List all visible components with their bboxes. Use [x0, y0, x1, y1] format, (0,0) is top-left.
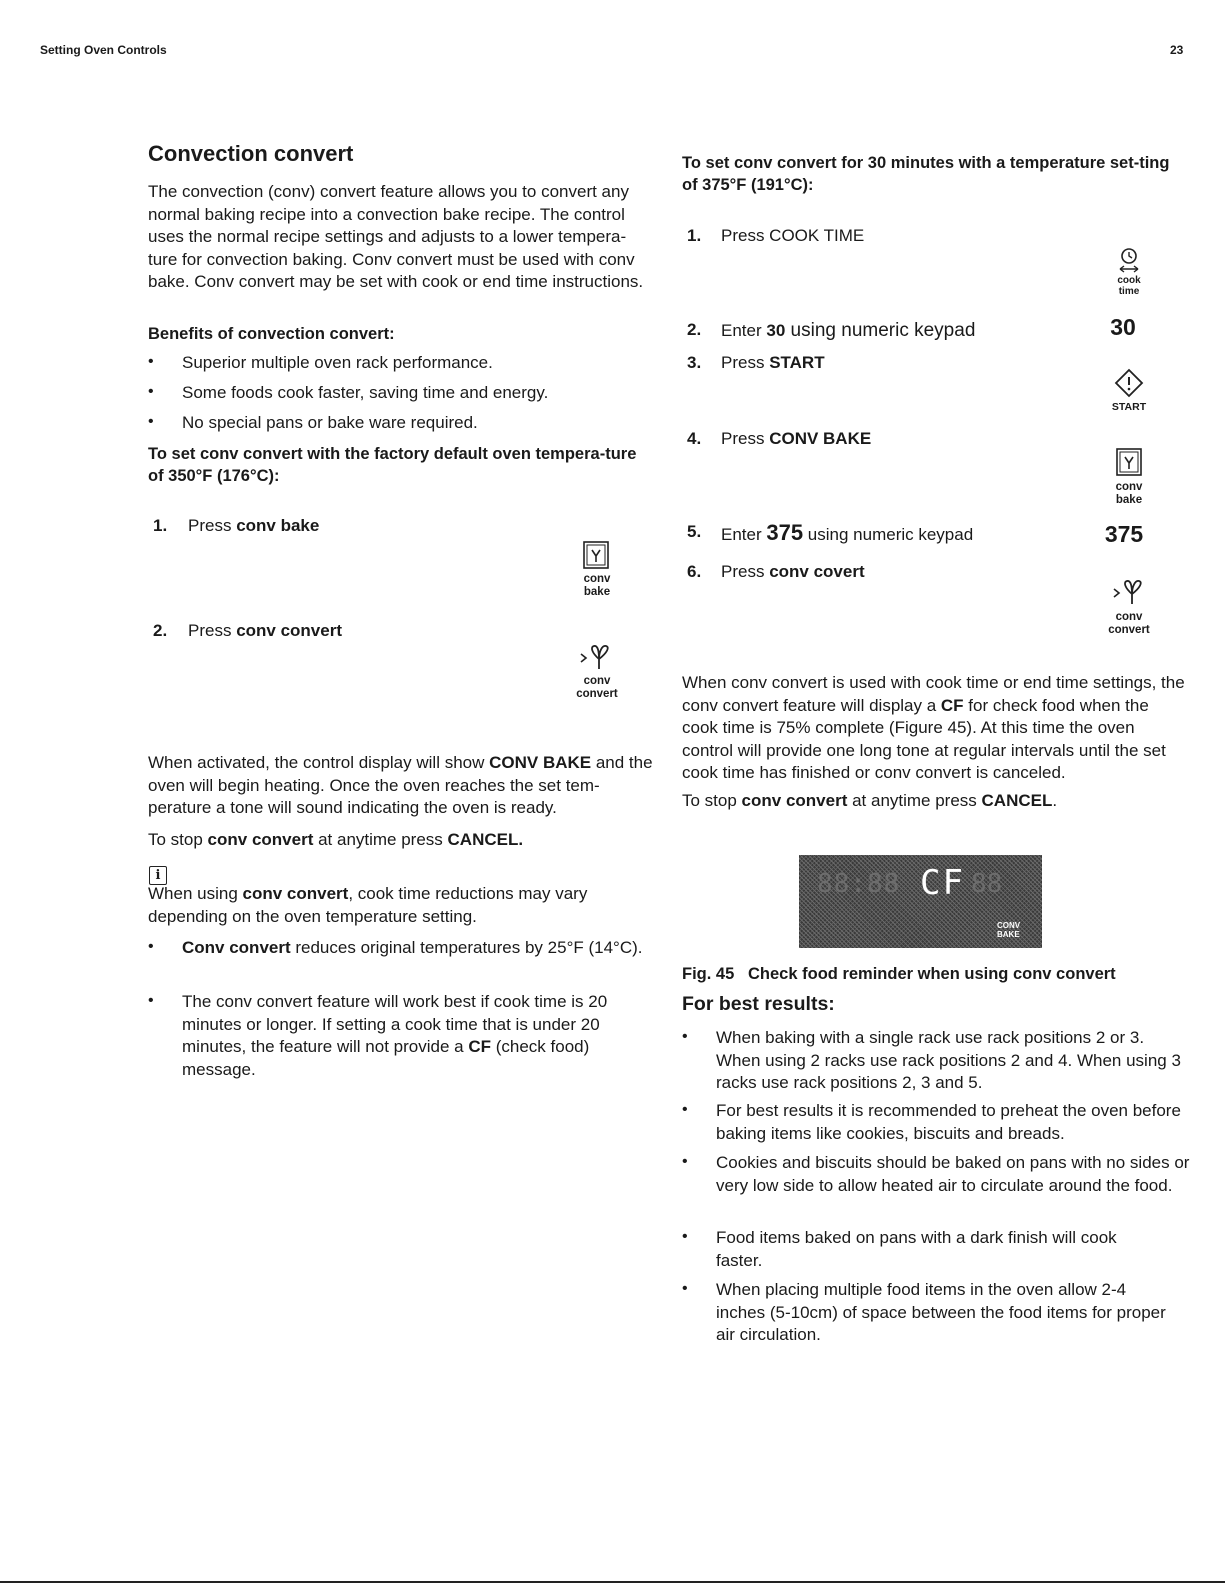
- best-results-item: When baking with a single rack use rack positions 2 or 3. When using 2 racks use rack positions 2 and 4. When using 3 racks use rack positions 2, 3 and 5.: [716, 1028, 1181, 1092]
- step-number: 1.: [153, 516, 168, 535]
- conv-convert-icon-label: conv convert: [1108, 611, 1150, 636]
- right-heading: To set conv convert for 30 minutes with a temperature set-ting of 375°F (191°C):: [682, 154, 1170, 194]
- step-number: 4.: [687, 429, 702, 448]
- step-number: 5.: [687, 522, 702, 541]
- benefit-item: Some foods cook faster, saving time and energy.: [182, 383, 549, 402]
- oven-display-figure: [799, 855, 1042, 948]
- display-mode-label: CONV BAKE: [997, 921, 1021, 939]
- value-30: 30: [1110, 314, 1136, 340]
- intro-paragraph: The convection (conv) convert feature allows you to convert any normal baking recipe into a convection bake recipe. The control uses the normal recipe settings and adjusts to a lower tempera-ture for convection baking. Conv convert must be used with conv bake. Conv convert may be set with cook or end time instructions.: [148, 182, 644, 291]
- step-text: Enter 30 using numeric keypad: [721, 320, 976, 341]
- value-375: 375: [1104, 521, 1144, 547]
- running-header: Setting Oven Controls: [40, 43, 167, 57]
- step-text: Press conv convert: [188, 621, 342, 640]
- conv-convert-icon-label: conv convert: [576, 675, 618, 700]
- step-text: Press COOK TIME: [721, 226, 865, 245]
- bullet-dot: •: [148, 938, 154, 955]
- display-inactive-segments: 88: [971, 869, 1003, 899]
- page-number: 23: [1170, 43, 1184, 57]
- bullet-dot: •: [682, 1228, 688, 1245]
- bullet-dot: •: [148, 992, 154, 1009]
- bullet-dot: •: [682, 1153, 688, 1170]
- note-bullet: The conv convert feature will work best if cook time is 20 minutes or longer. If setting a cook time that is under 20 minutes, the feature will not provide a CF (check food) message.: [182, 992, 608, 1079]
- stop-instruction: To stop conv convert at anytime press CANCEL.: [682, 791, 1058, 810]
- step-text: Press START: [721, 353, 825, 372]
- display-inactive-segments: 88:88: [817, 869, 901, 899]
- step-number: 2.: [687, 320, 702, 339]
- display-cf-readout: CF: [920, 863, 965, 903]
- conv-convert-icon: [1113, 578, 1145, 606]
- bullet-dot: •: [148, 383, 154, 400]
- conv-bake-icon-label: conv bake: [1115, 481, 1143, 506]
- conv-bake-icon: [583, 541, 609, 569]
- best-results-item: When placing multiple food items in the oven allow 2-4 inches (5-10cm) of space between the food items for proper air circulation.: [716, 1280, 1166, 1344]
- conv-bake-icon: [1116, 448, 1142, 476]
- best-results-item: For best results it is recommended to preheat the oven before baking items like cookies, biscuits and breads.: [716, 1101, 1181, 1143]
- bullet-dot: •: [682, 1280, 688, 1297]
- best-results-heading: For best results:: [682, 993, 835, 1015]
- step-text: Enter 375 using numeric keypad: [721, 520, 974, 545]
- benefits-heading: Benefits of convection convert:: [148, 325, 395, 343]
- best-results-item: Food items baked on pans with a dark finish will cook faster.: [716, 1228, 1117, 1270]
- cook-time-icon: [1117, 246, 1141, 274]
- bullet-dot: •: [148, 413, 154, 430]
- step-text: Press CONV BAKE: [721, 429, 872, 448]
- section-title: Convection convert: [148, 141, 354, 166]
- start-icon: [1114, 368, 1144, 398]
- conv-bake-icon-label: conv bake: [583, 573, 611, 598]
- stop-instruction: To stop conv convert at anytime press CANCEL.: [148, 830, 524, 849]
- conv-convert-icon: [580, 643, 612, 671]
- cook-time-icon-label: cook time: [1117, 275, 1141, 297]
- info-icon: i: [149, 866, 167, 885]
- best-results-item: Cookies and biscuits should be baked on pans with no sides or very low side to allow heated air to circulate around the food.: [716, 1153, 1190, 1195]
- bullet-dot: •: [148, 353, 154, 370]
- cf-paragraph: When conv convert is used with cook time or end time settings, the conv convert feature will display a CF for check food when the cook time is 75% complete (Figure 45). At this time the oven control will provide one long tone at regular intervals until the set cook time has finished or conv convert is canceled.: [682, 673, 1185, 782]
- step-text: Press conv bake: [188, 516, 320, 535]
- page-bottom-rule: [0, 1581, 1225, 1583]
- bullet-dot: •: [682, 1101, 688, 1118]
- activated-paragraph: When activated, the control display will show CONV BAKE and the oven will begin heating. Once the oven reaches the set tem-perature a tone will sound indicating the oven is ready.: [148, 753, 653, 817]
- step-number: 1.: [687, 226, 702, 245]
- note-paragraph: When using conv convert, cook time reductions may vary depending on the oven temperature setting.: [148, 884, 588, 926]
- step-number: 2.: [153, 621, 168, 640]
- start-icon-label: START: [1111, 401, 1147, 413]
- step-number: 6.: [687, 562, 702, 581]
- step-text: Press conv covert: [721, 562, 865, 581]
- note-bullet: Conv convert reduces original temperatures by 25°F (14°C).: [182, 938, 643, 957]
- figure-caption: Fig. 45 Check food reminder when using conv convert: [682, 965, 1116, 983]
- benefit-item: Superior multiple oven rack performance.: [182, 353, 493, 372]
- step-number: 3.: [687, 353, 702, 372]
- default-temp-heading: To set conv convert with the factory default oven tempera-ture of 350°F (176°C):: [148, 445, 637, 485]
- bullet-dot: •: [682, 1028, 688, 1045]
- benefit-item: No special pans or bake ware required.: [182, 413, 478, 432]
